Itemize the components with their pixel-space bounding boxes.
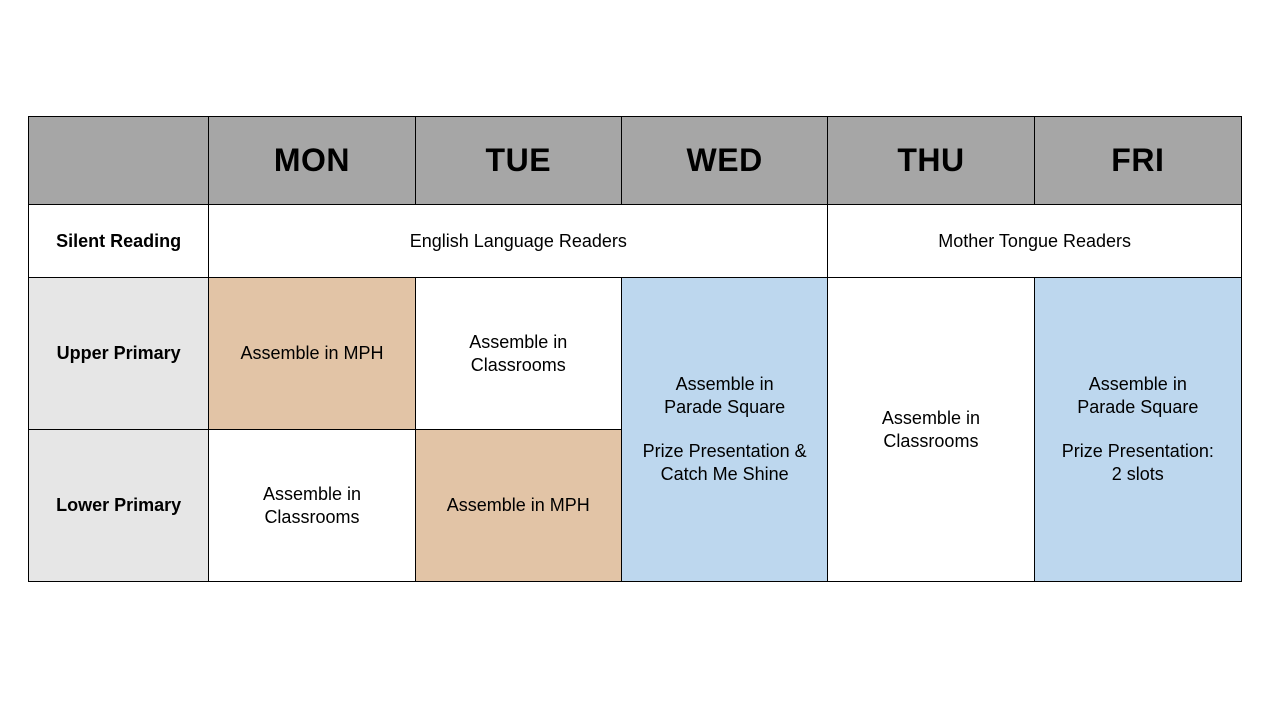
silent-reading-row: [29, 205, 1242, 278]
day-header-wed: WED: [621, 117, 827, 205]
wed-line-3: Prize Presentation &: [642, 441, 807, 461]
day-header-fri: FRI: [1034, 117, 1241, 205]
row-label-lower-primary: Lower Primary: [29, 430, 209, 582]
row-label-silent-reading: Silent Reading: [29, 205, 209, 278]
upper-primary-row: [29, 278, 1242, 430]
upper-mon-cell: Assemble in MPH: [209, 278, 415, 430]
lower-tue-cell: Assemble in MPH: [415, 430, 621, 582]
lower-mon-cell: [209, 430, 415, 582]
thu-line-2: Classrooms: [883, 430, 979, 451]
upper-tue-cell: [415, 278, 621, 430]
header-row: [29, 117, 1242, 205]
mother-tongue-readers-cell: Mother Tongue Readers: [828, 205, 1242, 278]
wed-line-4: Catch Me Shine: [660, 464, 789, 484]
wed-line-2: Parade Square: [664, 397, 786, 417]
fri-line-1: Assemble in: [1088, 374, 1187, 394]
english-readers-cell: English Language Readers: [209, 205, 828, 278]
fri-line-3: Prize Presentation:: [1061, 441, 1214, 461]
thu-classrooms-cell: [828, 278, 1034, 582]
corner-cell: [29, 117, 209, 205]
wed-parade-square-cell: [621, 278, 827, 582]
day-header-tue: TUE: [415, 117, 621, 205]
fri-line-2: Parade Square: [1077, 397, 1199, 417]
lower-mon-line-1: Assemble in: [262, 483, 361, 504]
thu-line-1: Assemble in: [881, 407, 980, 428]
day-header-mon: MON: [209, 117, 415, 205]
wed-line-1: Assemble in: [675, 374, 774, 394]
row-label-upper-primary: Upper Primary: [29, 278, 209, 430]
fri-parade-square-cell: [1034, 278, 1241, 582]
fri-line-4: 2 slots: [1111, 464, 1164, 484]
day-header-thu: THU: [828, 117, 1034, 205]
assembly-schedule-table: [28, 116, 1242, 582]
upper-tue-line-2: Classrooms: [470, 354, 566, 375]
upper-tue-line-1: Assemble in: [469, 331, 568, 352]
lower-mon-line-2: Classrooms: [264, 506, 360, 527]
